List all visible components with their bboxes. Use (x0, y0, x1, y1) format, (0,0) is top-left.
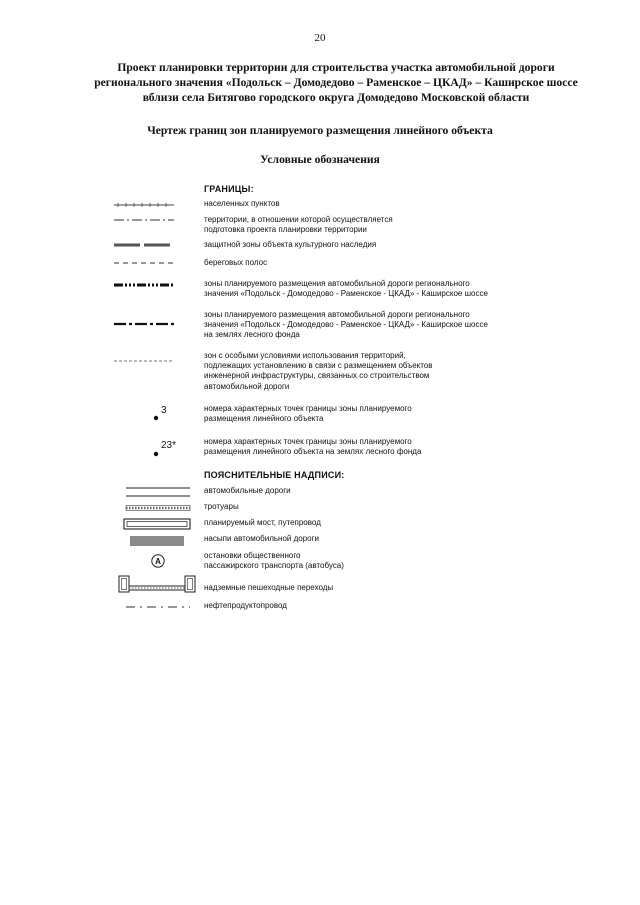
sidewalk-icon (112, 504, 192, 512)
notes-heading: ПОЯСНИТЕЛЬНЫЕ НАДПИСИ: (204, 470, 345, 480)
document-title (56, 60, 616, 105)
bus-stop-letter: A (155, 557, 161, 566)
heritage-protection-zone-icon (112, 241, 192, 249)
legend-item-text: насыпи автомобильной дороги (204, 534, 319, 543)
planning-territory-boundary-icon (112, 216, 192, 224)
road-icon (112, 486, 192, 498)
legend-item-text: нефтепродуктопровод (204, 601, 287, 610)
title-line: регионального значения «Подольск – Домодедово – Раменское – ЦКАД» – Каширское шоссе (94, 76, 578, 89)
shore-strip-boundary-icon (112, 259, 192, 267)
drawing-subtitle: Чертеж границ зон планируемого размещения линейного объекта (147, 124, 493, 137)
legend-item-text: защитной зоны объекта культурного наследия (204, 240, 377, 249)
legend-item-text: территории, в отношении которой осуществляется подготовка проекта планировки территории (204, 215, 393, 235)
legend-item-text: номера характерных точек границы зоны планируемого размещения линейного объекта (204, 404, 412, 424)
title-line: Проект планировки территории для строительства участка автомобильной дороги (117, 61, 555, 74)
borders-heading: ГРАНИЦЫ: (204, 184, 254, 194)
bus-stop-icon (150, 553, 170, 569)
special-use-zone-icon (112, 357, 192, 365)
legend-item-text: остановки общественного пассажирского транспорта (автобуса) (204, 551, 344, 571)
legend-item-text: надземные пешеходные переходы (204, 583, 334, 592)
point-number-label: 3 (161, 405, 167, 416)
point-number-forest-icon (152, 439, 192, 461)
title-line: вблизи села Битягово городского округа Домодедово Московской области (142, 91, 530, 104)
settlement-boundary-icon (112, 201, 192, 209)
legend-item-text: планируемый мост, путепровод (204, 518, 321, 527)
legend-item-text: номера характерных точек границы зоны планируемого размещения линейного объекта на землях лесного фонда (204, 437, 422, 457)
embankment-icon (112, 535, 192, 547)
road-placement-zone-icon (112, 281, 192, 289)
legend-item-text: береговых полос (204, 258, 268, 267)
point-number-icon (152, 404, 182, 426)
legend-item-text: населенных пунктов (204, 199, 280, 208)
legend-item-text: автомобильные дороги (204, 486, 291, 495)
bridge-icon (112, 518, 192, 530)
legend-title: Условные обозначения (260, 153, 380, 166)
legend-item-text: зоны планируемого размещения автомобильной дороги регионального значения «Подольск - Домодедово - Раменское - ЦКАД» - Каширское шоссе на землях лесного фонда (204, 310, 488, 340)
pedestrian-crossing-icon (112, 574, 192, 596)
point-number-forest-label: 23* (161, 440, 177, 451)
road-placement-zone-forest-icon (112, 320, 192, 328)
legend-item-text: зон с особыми условиями использования территорий, подлежащих установлению в связи с размещением объектов инженерной инфраструктуры, связанных со строительством автомобильной дороги (204, 351, 433, 391)
legend-item-text: тротуары (204, 502, 239, 511)
legend-item-text: зоны планируемого размещения автомобильной дороги регионального значения «Подольск - Домодедово - Раменское - ЦКАД» - Каширское шоссе (204, 279, 488, 299)
page-number: 20 (314, 32, 326, 44)
oil-pipeline-icon (112, 603, 192, 611)
